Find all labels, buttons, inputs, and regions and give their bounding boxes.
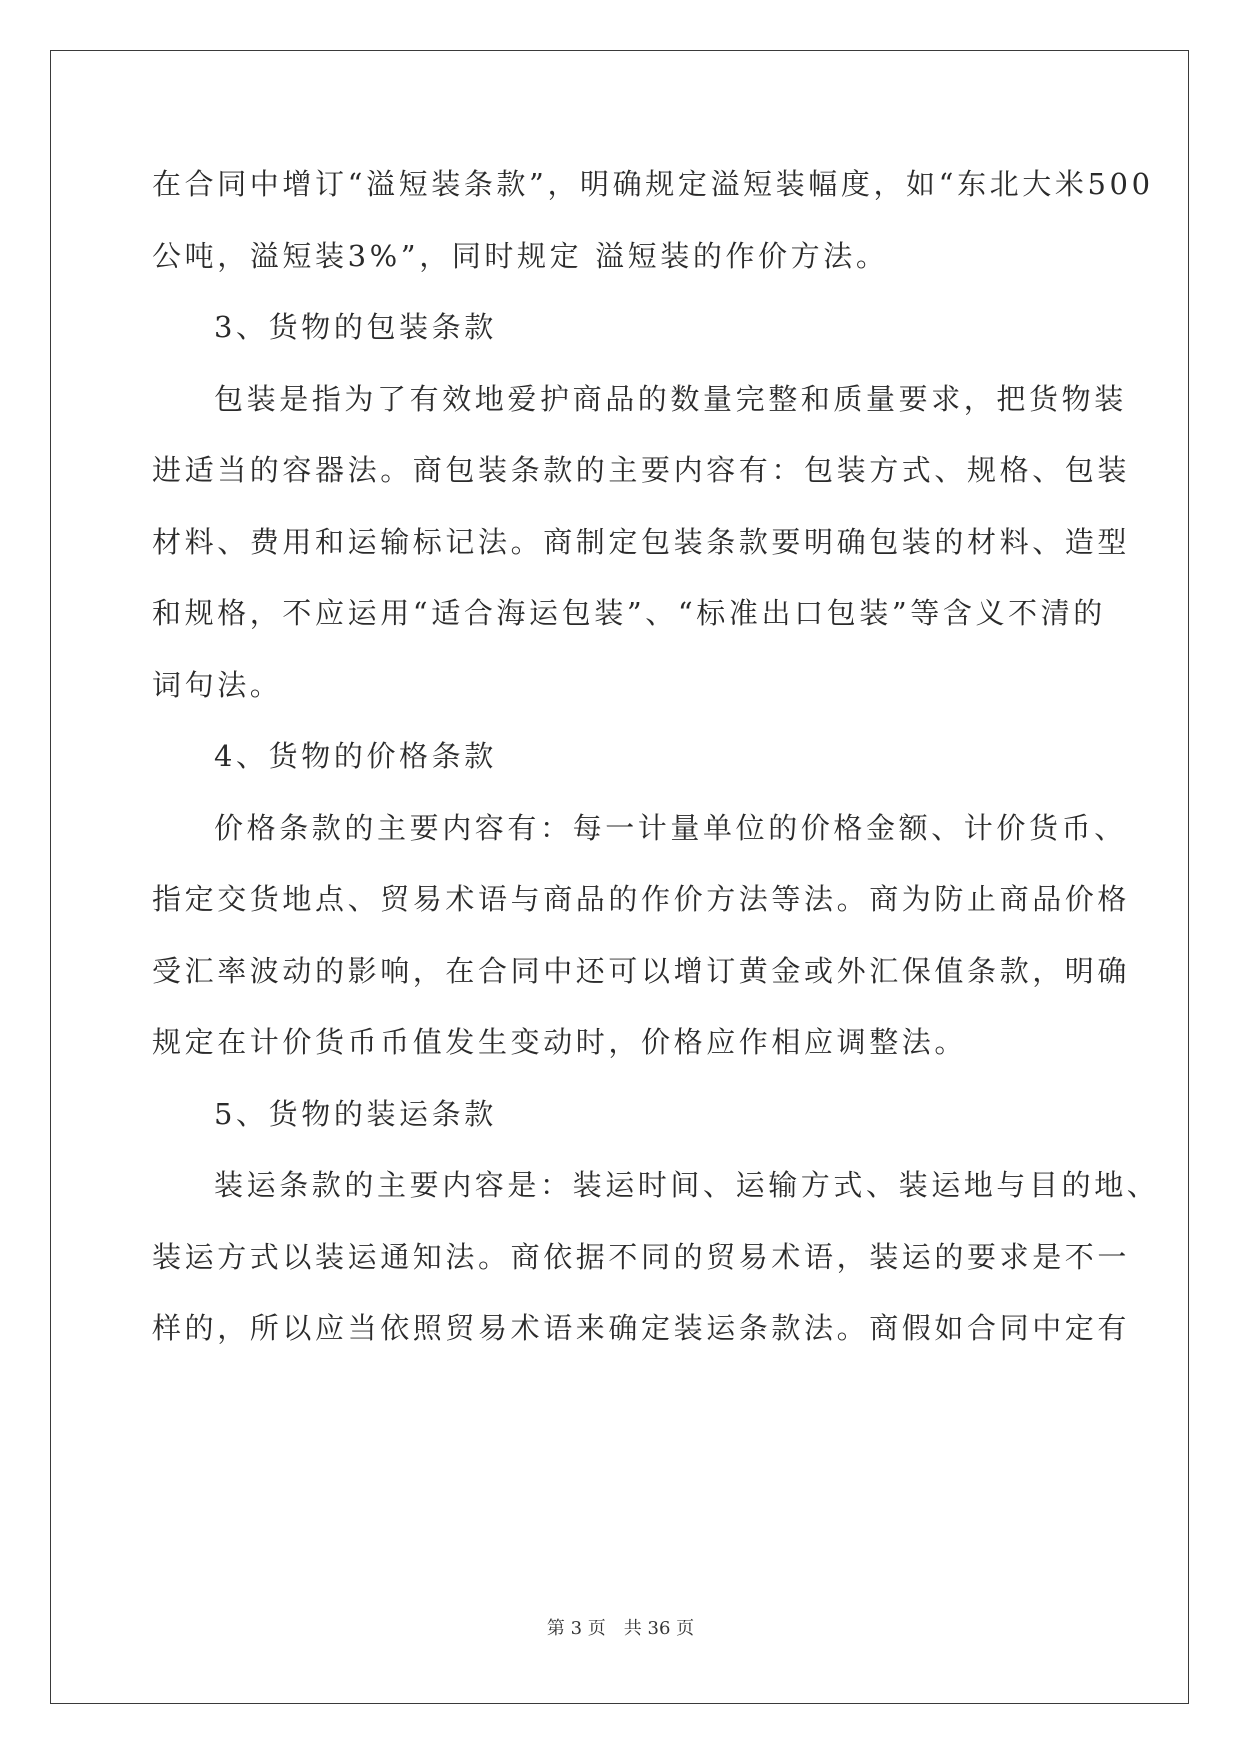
paragraph-line: 装运条款的主要内容是：装运时间、运输方式、装运地与目的地、 — [214, 1168, 1160, 1202]
page-footer — [0, 1614, 1241, 1640]
section-heading: 3、货物的包装条款 — [214, 310, 497, 344]
page-number: 第 3 页 共 36 页 — [546, 1618, 695, 1639]
paragraph-line: 在合同中增订“溢短装条款”，明确规定溢短装幅度，如“东北大米500 — [152, 167, 1154, 201]
section-heading: 4、货物的价格条款 — [214, 739, 497, 773]
paragraph-line: 价格条款的主要内容有：每一计量单位的价格金额、计价货币、 — [214, 811, 1127, 845]
paragraph-line: 指定交货地点、贸易术语与商品的作价方法等法。商为防止商品价格 — [152, 882, 1131, 916]
paragraph-line: 样的，所以应当依照贸易术语来确定装运条款法。商假如合同中定有 — [152, 1311, 1131, 1345]
paragraph-line: 材料、费用和运输标记法。商制定包装条款要明确包装的材料、造型 — [152, 525, 1131, 559]
section-heading: 5、货物的装运条款 — [214, 1097, 497, 1131]
paragraph-line: 和规格，不应运用“适合海运包装”、“标准出口包装”等含义不清的 — [152, 596, 1106, 630]
paragraph-line: 词句法。 — [152, 668, 283, 702]
paragraph-line: 受汇率波动的影响，在合同中还可以增订黄金或外汇保值条款，明确 — [152, 954, 1131, 988]
paragraph-line: 装运方式以装运通知法。商依据不同的贸易术语，装运的要求是不一 — [152, 1240, 1131, 1274]
paragraph-line: 规定在计价货币币值发生变动时，价格应作相应调整法。 — [152, 1025, 968, 1059]
paragraph-line: 进适当的容器法。商包装条款的主要内容有：包装方式、规格、包装 — [152, 453, 1131, 487]
paragraph-line: 公吨，溢短装3%”，同时规定 溢短装的作价方法。 — [152, 239, 889, 273]
paragraph-line: 包装是指为了有效地爱护商品的数量完整和质量要求，把货物装 — [214, 382, 1127, 416]
